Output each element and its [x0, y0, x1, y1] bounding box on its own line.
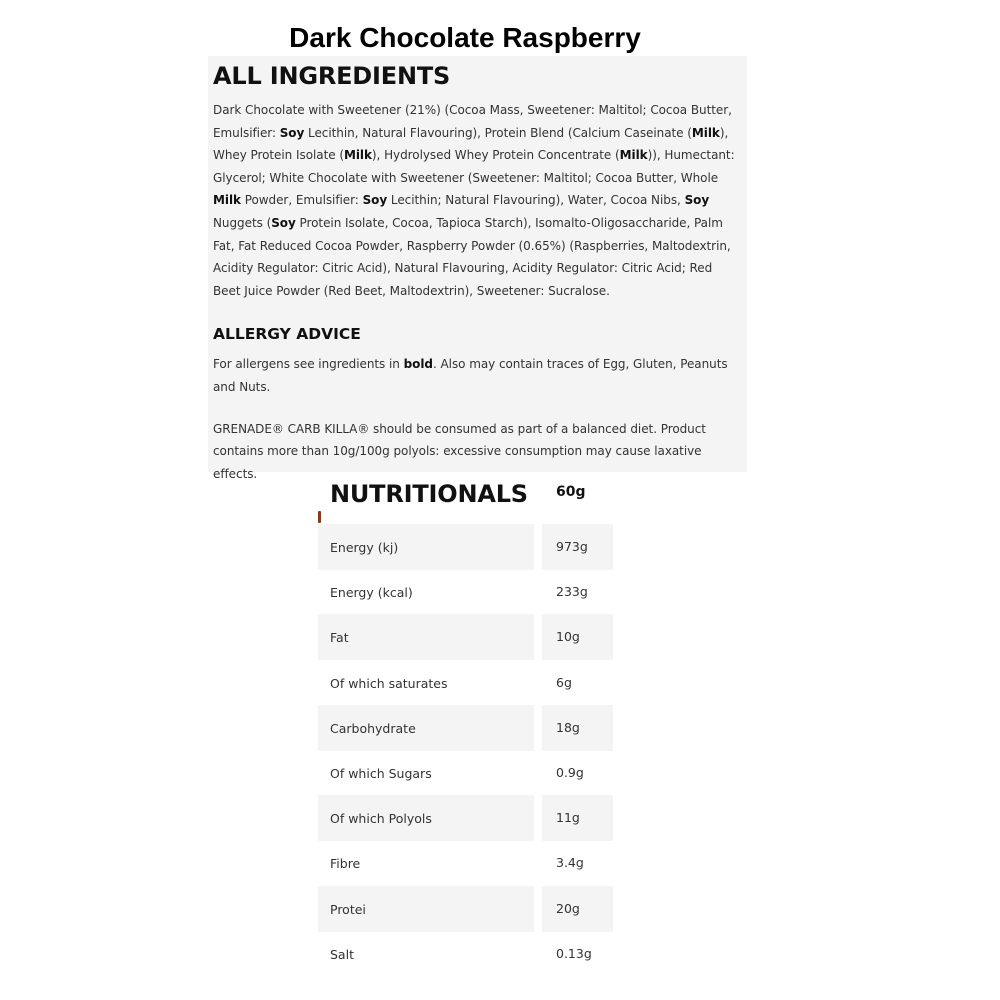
- text-segment: Lecithin; Natural Flavouring), Water, Cocoa Nibs,: [387, 193, 685, 208]
- allergy-heading: ALLERGY ADVICE: [213, 325, 361, 344]
- nutrient-value: 10g: [542, 614, 613, 660]
- nutrient-label: Of which saturates: [330, 676, 448, 691]
- text-segment: )), Humectant: Glycerol; White Chocolate with Sweetener (Sweetener: Maltitol; Cocoa Butter, Whole: [213, 148, 735, 185]
- nutrient-value: 20g: [542, 886, 613, 932]
- nutrient-label: Of which Polyols: [318, 795, 534, 841]
- nutrient-value: 6g: [556, 675, 572, 690]
- serving-size: 60g: [556, 484, 586, 500]
- table-row: [318, 614, 613, 660]
- nutrient-value: 3.4g: [556, 855, 584, 870]
- ingredients-heading: ALL INGREDIENTS: [213, 62, 451, 90]
- nutrient-label: Of which Sugars: [330, 766, 432, 781]
- nutrient-value: 0.13g: [556, 946, 592, 961]
- text-segment: Nuggets (: [213, 215, 272, 230]
- allergen-bold-text: Milk: [213, 193, 241, 208]
- text-segment: ), Hydrolysed Whey Protein Concentrate (: [371, 148, 620, 163]
- product-title: Dark Chocolate Raspberry: [289, 22, 641, 53]
- allergy-text: [213, 353, 741, 398]
- allergen-bold-text: Milk: [343, 148, 372, 163]
- table-row: [318, 886, 613, 932]
- nutrient-value: 0.9g: [556, 765, 584, 780]
- nutrient-label: Energy (kj): [318, 524, 534, 570]
- allergen-bold-text: bold: [403, 357, 433, 372]
- allergen-bold-text: Soy: [684, 193, 710, 208]
- nutrient-value: 11g: [542, 795, 613, 841]
- warning-text: GRENADE® CARB KILLA® should be consumed as part of a balanced diet. Product contains more than 10g/100g polyols: excessive consumption may cause laxative effects.: [213, 421, 706, 481]
- text-segment: . Also may contain traces of Egg, Gluten, Peanuts and Nuts.: [213, 357, 728, 394]
- allergen-bold-text: Milk: [619, 148, 648, 163]
- table-row: [318, 840, 613, 886]
- text-segment: Dark Chocolate with Sweetener (21%) (Cocoa Mass, Sweetener: Maltitol; Cocoa Butter, Emulsifier:: [213, 103, 732, 140]
- nutrient-value: 233g: [556, 584, 588, 599]
- text-segment: ), Whey Protein Isolate (: [213, 125, 729, 163]
- allergen-bold-text: Soy: [362, 193, 388, 208]
- table-row: [318, 931, 613, 977]
- nutritionals-heading: NUTRITIONALS: [330, 480, 528, 508]
- nutrient-label: Carbohydrate: [318, 705, 534, 751]
- nutrient-label: Fat: [318, 614, 534, 660]
- text-segment: Protein Isolate, Cocoa, Tapioca Starch), Isomalto-Oligosaccharide, Palm Fat, Fat Reduced Cocoa Powder, Raspberry Powder (0.65%) (Raspberries, Maltodextrin, Acidity Regulator: Citric Acid), Natural Flavouring, Acidity Regulator: Citric Acid; Red Beet Juice Powder (Red Beet, Maltodextrin), Sweetener: Sucralose.: [213, 215, 731, 298]
- nutrient-label: Energy (kcal): [330, 585, 413, 600]
- nutrient-value: 973g: [542, 524, 613, 570]
- nutrient-label: Protei: [318, 886, 534, 932]
- table-row: [318, 660, 613, 706]
- nutrient-label: Salt: [330, 947, 354, 962]
- table-row: [318, 705, 613, 751]
- table-row: [318, 795, 613, 841]
- nutrient-label: Fibre: [330, 856, 361, 871]
- table-row: [318, 524, 613, 570]
- text-segment: Powder, Emulsifier:: [240, 193, 363, 208]
- allergen-bold-text: Soy: [279, 125, 305, 140]
- text-segment: For allergens see ingredients in: [213, 357, 404, 372]
- ingredients-panel: [208, 56, 747, 481]
- text-segment: Lecithin, Natural Flavouring), Protein Blend (Calcium Caseinate (: [304, 125, 692, 140]
- table-row: [318, 569, 613, 615]
- allergen-bold-text: Soy: [271, 215, 296, 230]
- nutrient-value: 18g: [542, 705, 613, 751]
- allergen-bold-text: Milk: [691, 125, 720, 140]
- table-row: [318, 750, 613, 796]
- ingredients-text: [213, 99, 741, 302]
- marker-mark: [318, 511, 321, 523]
